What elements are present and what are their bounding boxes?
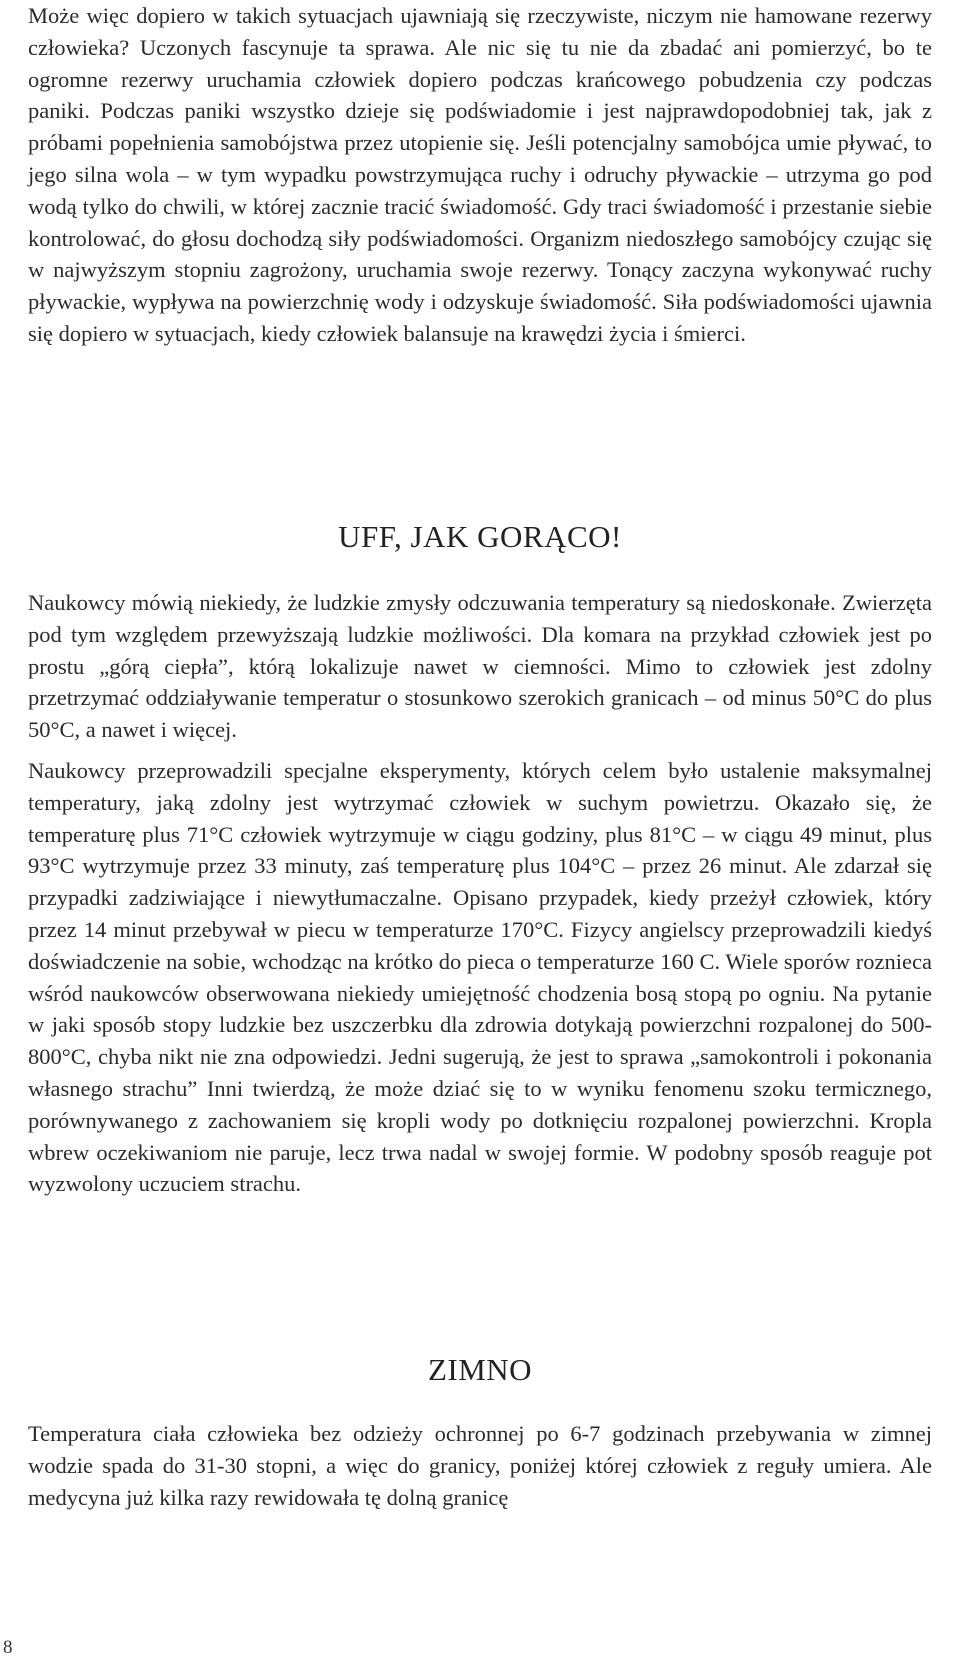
section-heading: ZIMNO bbox=[427, 1352, 533, 1387]
section-heading: UFF, JAK GORĄCO! bbox=[338, 519, 622, 554]
body-paragraph: Temperatura ciała człowieka bez odzieży ochronnej po 6-7 godzinach przebywania w zimnej wodzie spada do 31-30 stopni, a więc do granicy, poniżej której człowiek z reguły umiera. Ale medycyna już kilka razy rewidowała tę dolną granicę bbox=[28, 1421, 932, 1510]
body-paragraph: Naukowcy przeprowadzili specjalne eksperymenty, których celem było ustalenie maksymalnej temperatury, jaką zdolny jest wytrzymać człowiek w suchym powietrzu. Okazało się, że temperaturę plus 71°C człowiek wytrzymuje w ciągu godziny, plus 81°C – w ciągu 49 minut, plus 93°C wytrzymuje przez 33 minuty, zaś temperaturę plus 104°C – przez 26 minut. Ale zdarzał się przypadki zadziwiające i niewytłumaczalne. Opisano przypadek, kiedy przeżył człowiek, który przez 14 minut przebywał w piecu w temperaturze 170°C. Fizycy angielscy przeprowadzili kiedyś doświadczenie na sobie, wchodząc na krótko do pieca o temperaturze 160 C. Wiele sporów roznieca wśród naukowców obserwowana niekiedy umiejętność chodzenia bosą stopą po ogniu. Na pytanie w jaki sposób stopy ludzkie bez uszczerbku dla zdrowia dotykają powierzchni rozpalonej do 500-800°C, chyba nikt nie zna odpowiedzi. Jedni sugerują, że jest to sprawa „samokontroli i pokonania własnego strachu” Inni twierdzą, że może dziać się to w wyniku fenomenu szoku termicznego, porównywanego z zachowaniem się kropli wody po dotknięciu rozpalonej powierzchni. Kropla wbrew oczekiwaniom nie paruje, lecz trwa nadal w swojej formie. W podobny sposób reaguje pot wyzwolony uczuciem strachu. bbox=[28, 758, 932, 1197]
page-number: 8 bbox=[3, 1637, 13, 1658]
body-paragraph: Może więc dopiero w takich sytuacjach ujawniają się rzeczywiste, niczym nie hamowane rezerwy człowieka? Uczonych fascynuje ta sprawa. Ale nic się tu nie da zbadać ani pomierzyć, bo te ogromne rezerwy uruchamia człowiek dopiero podczas krańcowego pobudzenia czy podczas paniki. Podczas paniki wszystko dzieje się podświadomie i jest najprawdopodobniej tak, jak z próbami popełnienia samobójstwa przez utopienie się. Jeśli potencjalny samobójca umie pływać, to jego silna wola – w tym wypadku powstrzymująca ruchy i odruchy pływackie – utrzyma go pod wodą tylko do chwili, w której zacznie tracić świadomość. Gdy traci świadomość i przestanie siebie kontrolować, do głosu dochodzą siły podświadomości. Organizm niedoszłego samobójcy czując się w najwyższym stopniu zagrożony, uruchamia swoje rezerwy. Tonący zaczyna wykonywać ruchy pływackie, wypływa na powierzchnię wody i odzyskuje świadomość. Siła podświadomości ujawnia się dopiero w sytuacjach, kiedy człowiek balansuje na krawędzi życia i śmierci. bbox=[28, 3, 932, 346]
body-paragraph: Naukowcy mówią niekiedy, że ludzkie zmysły odczuwania temperatury są niedoskonałe. Zwierzęta pod tym względem przewyższają ludzkie możliwości. Dla komara na przykład człowiek jest po prostu „górą ciepła”, którą lokalizuje nawet w ciemności. Mimo to człowiek jest zdolny przetrzymać oddziaływanie temperatur o stosunkowo szerokich granicach – od minus 50°C do plus 50°C, a nawet i więcej. bbox=[28, 590, 932, 743]
